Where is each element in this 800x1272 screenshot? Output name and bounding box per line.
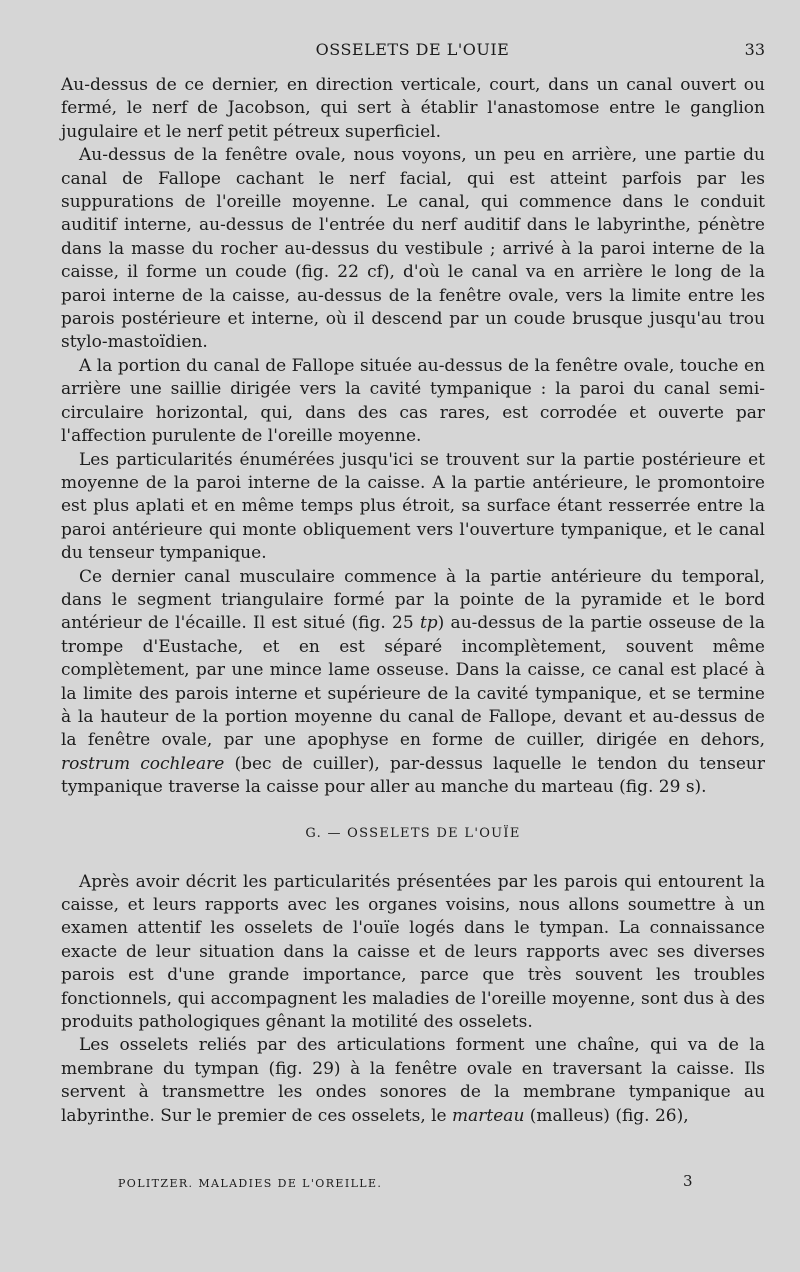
paragraph: Les particularités énumérées jusqu'ici se trouvent sur la partie postérieure et moyenne de la paroi interne de la caisse. A la partie antérieure, le promontoire est plus aplati et en même temps plus étroit, sa surface étant resserrée entre la paroi antérieure qui monte obliquement vers l'ouverture tympanique, et le canal du tenseur tympanique. xyxy=(61,449,765,564)
body-text xyxy=(61,74,765,1128)
paragraph: Au-dessus de ce dernier, en direction verticale, court, dans un canal ouvert ou fermé, le nerf de Jacobson, qui sert à établir l'anastomose entre le ganglion jugulaire et le nerf petit pétreux superficiel. xyxy=(61,75,765,142)
running-title: OSSELETS DE L'OUIE xyxy=(315,40,510,59)
footer-sheet-number: 3 xyxy=(683,1172,693,1190)
paragraph-text: Les osselets reliés par des articulations forment une chaîne, qui va de la membrane du tympan (fig. 29) à la fenêtre ovale en traversant la caisse. Ils servent à transmettre les ondes sonores de la membrane tympanique au labyrinthe. Sur le premier de ces osselets, le xyxy=(61,1035,765,1126)
paragraph-text: (bec de cuiller), par-dessus laquelle le tendon du tenseur tympanique traverse la caisse pour aller au manche du marteau (fig. 29 s). xyxy=(61,753,765,798)
section-heading: G. — OSSELETS DE L'OUÏE xyxy=(305,825,521,841)
page-number: 33 xyxy=(744,40,765,59)
paragraph-text: ) au-dessus de la partie osseuse de la trompe d'Eustache, et en est séparé incomplètement, souvent même complètement, par une mince lame osseuse. Dans la caisse, ce canal est placé à la limite des parois interne et supérieure de la cavité tympanique, et se termine à la hauteur de la portion moyenne du canal de Fallope, devant et au-dessus de la fenêtre ovale, par une apophyse en forme de cuiller, dirigée en dehors, xyxy=(61,613,765,751)
italic-term: marteau xyxy=(452,1105,525,1126)
italic-term: rostrum cochleare xyxy=(61,753,225,774)
paragraph: Après avoir décrit les particularités présentées par les parois qui entourent la caisse, et leurs rapports avec les organes voisins, nous allons soumettre à un examen attentif les osselets de l'ouïe logés dans le tympan. La connaissance exacte de leur situation dans la caisse et de leurs rapports avec ses diverses parois est d'une grande importance, parce que très souvent les troubles fonctionnels, qui accompagnent les maladies de l'oreille moyenne, sont dus à des produits pathologiques gênant la motilité des osselets. xyxy=(61,871,765,1033)
paragraph: A la portion du canal de Fallope située au-dessus de la fenêtre ovale, touche en arrière une saillie dirigée vers la cavité tympanique : la paroi du canal semi-circulaire horizontal, qui, dans des cas rares, est corrodée et ouverte par l'affection purulente de l'oreille moyenne. xyxy=(61,355,765,447)
italic-term: tp xyxy=(419,613,438,634)
footer-signature: POLITZER. MALADIES DE L'OREILLE. xyxy=(118,1177,383,1190)
paragraph xyxy=(61,1034,765,1128)
paragraph-text: (malleus) (fig. 26), xyxy=(524,1105,689,1126)
paragraph: Au-dessus de la fenêtre ovale, nous voyons, un peu en arrière, une partie du canal de Fallope cachant le nerf facial, qui est atteint parfois par les suppurations de l'oreille moyenne. Le canal, qui commence dans le conduit auditif interne, au-dessus de l'entrée du nerf auditif dans le labyrinthe, pénètre dans la masse du rocher au-dessus du vestibule ; arrivé à la paroi interne de la caisse, il forme un coude (fig. 22 cf), d'où le canal va en arrière le long de la paroi interne de la caisse, au-dessus de la fenêtre ovale, vers la limite entre les parois postérieure et interne, où il descend par un coude brusque jusqu'au trou stylo-mastoïdien. xyxy=(61,145,765,353)
paragraph-text: Ce dernier canal musculaire commence à la partie antérieure du temporal, dans le segment triangulaire formé par la pointe de la pyramide et le bord antérieur de l'écaille. Il est situé (fig. 25 xyxy=(61,566,765,634)
paragraph xyxy=(61,566,765,800)
running-head xyxy=(60,40,765,64)
